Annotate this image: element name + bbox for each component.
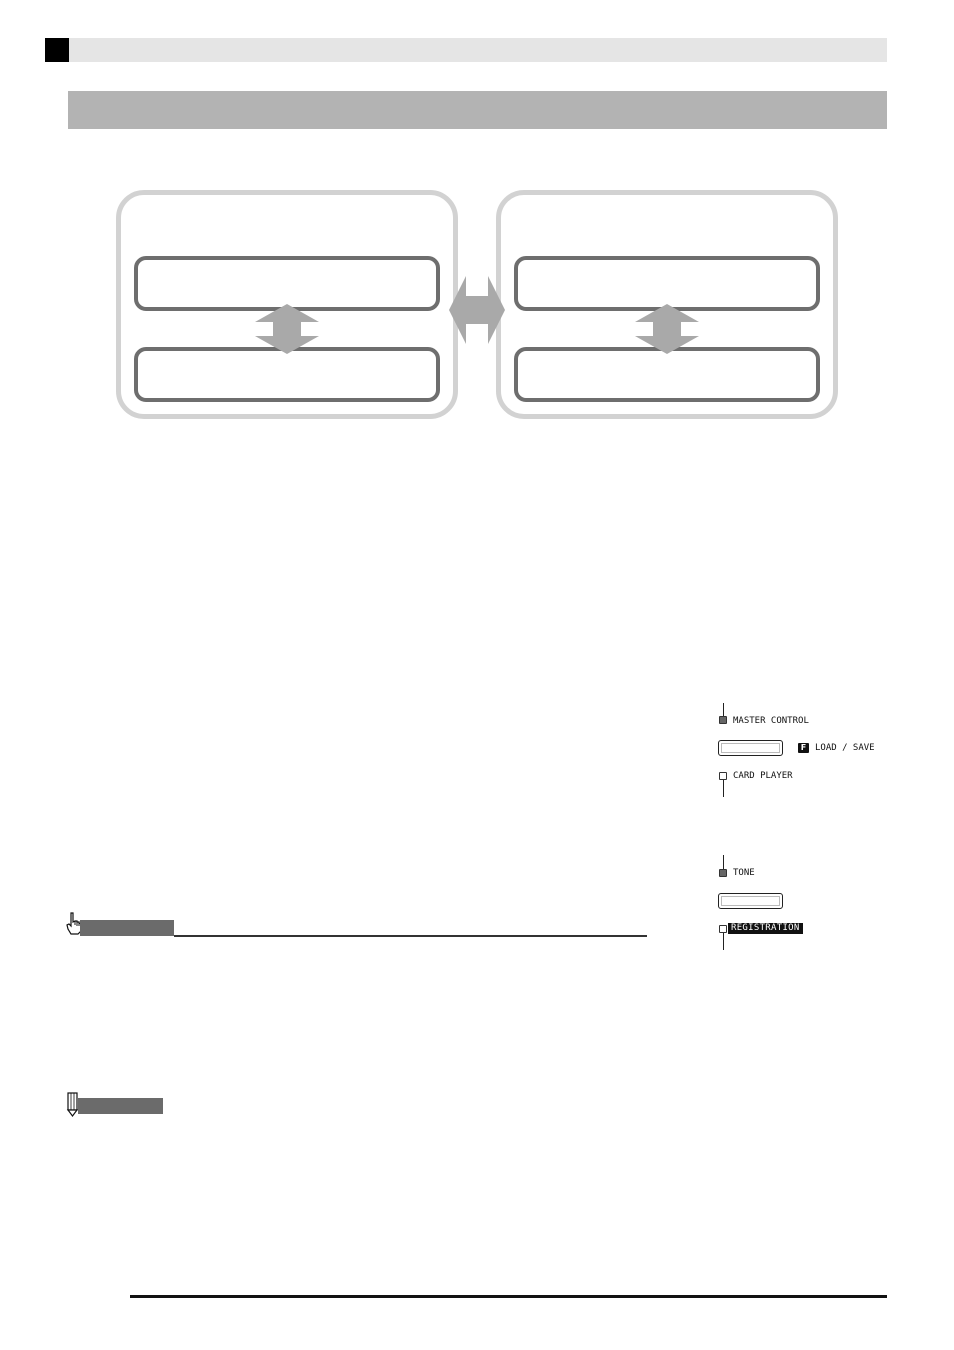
card-player-led <box>719 772 727 780</box>
master-control-button[interactable] <box>718 740 783 756</box>
footer-rule <box>130 1295 887 1298</box>
load-save-label: LOAD / SAVE <box>815 743 875 753</box>
note-rule <box>174 935 647 937</box>
mode-diagram <box>0 0 954 430</box>
vertical-double-arrow-icon <box>255 304 319 354</box>
important-note-bar <box>80 920 174 936</box>
registration-led <box>719 925 727 933</box>
mode-box-left-bottom <box>134 347 440 402</box>
tone-label: TONE <box>733 868 755 878</box>
vertical-double-arrow-icon <box>635 304 699 354</box>
registration-label: REGISTRATION <box>728 923 803 934</box>
leader-line <box>723 933 724 950</box>
mode-box-right-top <box>514 256 820 311</box>
load-save-function-badge: F <box>798 743 809 753</box>
mode-box-left-top <box>134 256 440 311</box>
tone-led <box>719 869 727 877</box>
leader-line <box>723 855 724 869</box>
mode-box-right-bottom <box>514 347 820 402</box>
leader-line <box>723 780 724 797</box>
master-control-label: MASTER CONTROL <box>733 716 809 726</box>
card-player-label: CARD PLAYER <box>733 771 793 781</box>
tone-button[interactable] <box>718 893 783 909</box>
horizontal-double-arrow-icon <box>449 276 505 344</box>
note-bar <box>78 1098 163 1114</box>
leader-line <box>723 703 724 717</box>
master-control-led <box>719 716 727 724</box>
